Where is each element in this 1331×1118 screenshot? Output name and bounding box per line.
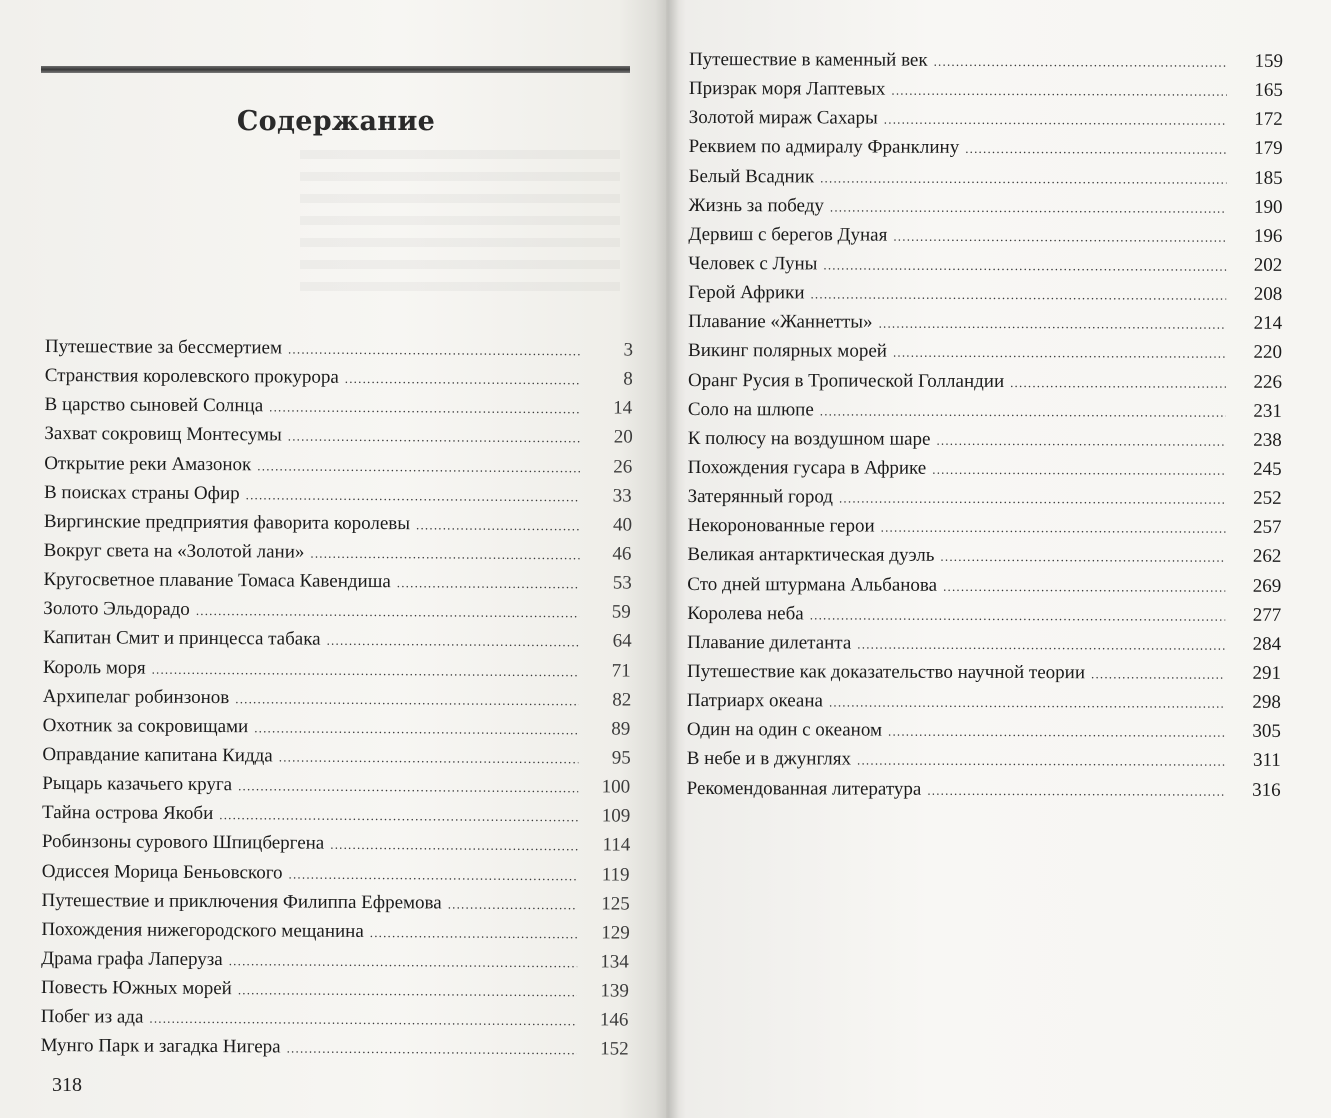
toc-entry-title: Сто дней штурмана Альбанова bbox=[687, 573, 938, 596]
toc-entry-page: 125 bbox=[601, 893, 630, 915]
toc-entry bbox=[43, 598, 640, 631]
toc-entry-page: 214 bbox=[1253, 313, 1283, 335]
toc-entry bbox=[688, 457, 1282, 488]
toc-entry-title: Вокруг света на «Золотой лани» bbox=[43, 539, 305, 563]
toc-list-right bbox=[687, 49, 1283, 809]
dot-leader bbox=[235, 691, 579, 709]
toc-entry-title: В царство сыновей Солнца bbox=[44, 394, 264, 417]
dot-leader bbox=[287, 1041, 577, 1059]
toc-entry-title: Повесть Южных морей bbox=[40, 977, 232, 1000]
toc-entry-page: 252 bbox=[1253, 487, 1282, 509]
toc-entry-title: Рыцарь казачьего круга bbox=[42, 773, 233, 796]
dot-leader bbox=[327, 633, 580, 651]
page-number: 318 bbox=[52, 1074, 82, 1096]
toc-entry bbox=[689, 136, 1283, 167]
dot-leader bbox=[397, 575, 580, 592]
dot-leader bbox=[820, 403, 1226, 420]
dot-leader bbox=[893, 228, 1226, 245]
toc-entry-title: Патриарх океана bbox=[686, 690, 824, 712]
toc-entry-page: 46 bbox=[612, 543, 632, 565]
toc-entry-page: 245 bbox=[1253, 458, 1282, 480]
toc-entry-title: Призрак моря Лаптевых bbox=[688, 78, 886, 100]
toc-entry-page: 305 bbox=[1252, 721, 1281, 743]
dot-leader bbox=[246, 487, 580, 505]
toc-entry-page: 298 bbox=[1252, 691, 1281, 713]
dot-leader bbox=[219, 807, 578, 825]
toc-entry bbox=[688, 253, 1282, 284]
dot-leader bbox=[839, 491, 1226, 508]
toc-entry-title: Плавание «Жаннетты» bbox=[688, 311, 873, 333]
toc-entry-page: 146 bbox=[599, 1009, 629, 1031]
toc-entry bbox=[688, 340, 1282, 371]
toc-entry-title: Путешествие за бессмертием bbox=[44, 336, 283, 359]
book-gutter bbox=[655, 0, 679, 1118]
toc-entry-page: 152 bbox=[600, 1038, 629, 1060]
toc-entry bbox=[44, 540, 641, 573]
toc-entry bbox=[41, 977, 638, 1010]
toc-entry-page: 82 bbox=[612, 689, 632, 711]
dot-leader bbox=[448, 896, 578, 913]
header-rule bbox=[41, 66, 630, 73]
dot-leader bbox=[879, 316, 1227, 333]
toc-entry bbox=[687, 544, 1281, 575]
dot-leader bbox=[927, 782, 1224, 799]
toc-entry-page: 185 bbox=[1254, 167, 1283, 189]
toc-entry bbox=[688, 486, 1282, 517]
dot-leader bbox=[965, 141, 1227, 158]
toc-entry bbox=[688, 370, 1282, 401]
dot-leader bbox=[254, 720, 578, 738]
toc-entry bbox=[688, 282, 1282, 313]
toc-entry bbox=[688, 224, 1282, 255]
toc-entry bbox=[687, 690, 1281, 721]
toc-entry-title: Соло на шлюпе bbox=[687, 398, 814, 421]
dot-leader bbox=[1091, 666, 1225, 682]
toc-entry-title: Путешествие как доказательство научной теории bbox=[687, 660, 1086, 684]
toc-entry bbox=[44, 394, 641, 427]
toc-entry-page: 262 bbox=[1252, 546, 1282, 568]
toc-entry-title: Путешествие в каменный век bbox=[688, 49, 928, 71]
toc-entry bbox=[42, 802, 639, 835]
toc-entry bbox=[45, 336, 642, 369]
dot-leader bbox=[149, 1011, 576, 1030]
dot-leader bbox=[891, 83, 1227, 100]
dot-leader bbox=[932, 462, 1225, 479]
dot-leader bbox=[810, 607, 1226, 624]
toc-entry-page: 59 bbox=[611, 601, 631, 623]
toc-entry bbox=[687, 515, 1281, 546]
toc-entry bbox=[688, 195, 1282, 226]
toc-entry-title: Викинг полярных морей bbox=[688, 340, 887, 363]
toc-entry-title: Тайна острова Якоби bbox=[42, 802, 214, 825]
toc-entry-page: 8 bbox=[623, 368, 633, 390]
dot-leader bbox=[257, 458, 580, 476]
toc-entry bbox=[41, 1035, 638, 1068]
toc-entry-page: 114 bbox=[602, 834, 631, 856]
toc-entry-page: 220 bbox=[1253, 342, 1283, 364]
toc-entry-page: 71 bbox=[611, 660, 631, 682]
toc-entry bbox=[43, 627, 640, 660]
toc-entry-title: Одиссея Морица Беньовского bbox=[41, 860, 283, 883]
toc-entry-title: Реквием по адмиралу Франклину bbox=[688, 136, 960, 159]
toc-entry-title: Дервиш с берегов Дуная bbox=[688, 223, 888, 246]
toc-entry-page: 226 bbox=[1253, 371, 1282, 393]
toc-entry-title: Золото Эльдорадо bbox=[43, 598, 190, 621]
toc-entry-title: Открытие реки Амазонок bbox=[44, 452, 252, 475]
toc-entry bbox=[688, 311, 1282, 342]
dot-leader bbox=[884, 112, 1227, 129]
toc-entry-page: 64 bbox=[612, 630, 632, 652]
toc-entry bbox=[687, 603, 1281, 634]
toc-entry bbox=[44, 511, 641, 544]
dot-leader bbox=[152, 661, 579, 680]
dot-leader bbox=[857, 636, 1225, 653]
dot-leader bbox=[288, 866, 577, 884]
toc-entry-title: Капитан Смит и принцесса табака bbox=[43, 627, 321, 651]
toc-entry-page: 109 bbox=[601, 805, 631, 827]
toc-entry-title: Оправдание капитана Кидда bbox=[42, 743, 273, 767]
toc-entry bbox=[687, 748, 1281, 779]
dot-leader bbox=[936, 433, 1225, 450]
toc-entry bbox=[44, 453, 641, 486]
toc-entry bbox=[687, 574, 1281, 605]
toc-entry bbox=[45, 365, 642, 398]
toc-entry-page: 316 bbox=[1252, 779, 1281, 801]
toc-entry-page: 238 bbox=[1253, 429, 1282, 451]
toc-entry-page: 20 bbox=[613, 426, 633, 449]
right-page bbox=[666, 0, 1331, 1118]
toc-entry bbox=[44, 482, 641, 515]
toc-entry-title: Один на один с океаном bbox=[686, 719, 883, 741]
toc-entry-page: 196 bbox=[1253, 225, 1283, 247]
toc-entry-page: 129 bbox=[601, 922, 630, 944]
toc-entry bbox=[44, 423, 641, 456]
toc-entry-title: К полюсу на воздушном шаре bbox=[687, 427, 931, 450]
toc-entry-page: 159 bbox=[1254, 50, 1283, 72]
toc-entry bbox=[687, 719, 1281, 750]
dot-leader bbox=[229, 953, 577, 971]
toc-entry bbox=[43, 715, 640, 748]
toc-entry-title: Некоронованные герои bbox=[687, 515, 875, 537]
toc-entry-page: 26 bbox=[613, 456, 633, 478]
toc-entry-page: 284 bbox=[1252, 633, 1282, 655]
toc-entry-title: Оранг Русия в Тропической Голландии bbox=[687, 369, 1005, 392]
toc-entry-title: Затерянный город bbox=[687, 486, 834, 508]
toc-entry-page: 89 bbox=[611, 718, 631, 740]
toc-entry-page: 190 bbox=[1253, 196, 1283, 218]
toc-entry bbox=[42, 773, 639, 806]
dot-leader bbox=[269, 400, 580, 418]
dot-leader bbox=[940, 549, 1225, 566]
toc-entry-page: 100 bbox=[601, 776, 631, 798]
dot-leader bbox=[934, 54, 1227, 71]
dot-leader bbox=[1010, 375, 1226, 392]
toc-entry-title: Побег из ада bbox=[40, 1006, 144, 1028]
toc-entry-title: Золотой мираж Сахары bbox=[688, 107, 878, 129]
toc-entry-title: В небе и в джунглях bbox=[686, 748, 852, 770]
dot-leader bbox=[893, 345, 1226, 362]
toc-entry-title: Король моря bbox=[42, 656, 146, 679]
toc-entry-page: 291 bbox=[1252, 662, 1282, 684]
dot-leader bbox=[943, 578, 1225, 595]
toc-entry-page: 172 bbox=[1254, 109, 1283, 131]
toc-entry-title: Человек с Луны bbox=[688, 252, 818, 275]
toc-entry bbox=[41, 919, 638, 952]
toc-entry-page: 208 bbox=[1253, 283, 1283, 305]
dot-leader bbox=[881, 520, 1226, 537]
toc-entry bbox=[689, 49, 1283, 80]
toc-entry-page: 119 bbox=[601, 863, 630, 886]
toc-entry-title: Королева неба bbox=[687, 602, 804, 625]
toc-entry bbox=[688, 399, 1282, 430]
toc-entry-page: 257 bbox=[1252, 517, 1282, 539]
toc-entry-title: Драма графа Лаперуза bbox=[41, 947, 223, 971]
toc-entry-title: Герой Африки bbox=[688, 282, 805, 304]
toc-entry bbox=[43, 657, 640, 690]
dot-leader bbox=[829, 695, 1225, 712]
dot-leader bbox=[330, 837, 578, 855]
dot-leader bbox=[288, 341, 581, 359]
toc-entry-title: В поисках страны Офир bbox=[43, 481, 240, 504]
toc-entry bbox=[42, 861, 639, 894]
show-through-text bbox=[300, 150, 620, 300]
toc-entry-title: Робинзоны сурового Шпицбергена bbox=[41, 831, 325, 855]
toc-entry-page: 33 bbox=[612, 485, 632, 507]
toc-entry-page: 231 bbox=[1253, 400, 1282, 422]
dot-leader bbox=[279, 749, 579, 767]
toc-entry-page: 139 bbox=[600, 980, 629, 1002]
dot-leader bbox=[810, 287, 1226, 304]
toc-entry bbox=[41, 948, 638, 981]
toc-entry-title: Странствия королевского прокурора bbox=[44, 365, 339, 388]
toc-entry-title: Плавание дилетанта bbox=[687, 631, 852, 654]
toc-entry-title: Охотник за сокровищами bbox=[42, 714, 249, 738]
toc-entry-page: 165 bbox=[1254, 79, 1283, 102]
toc-entry bbox=[687, 778, 1281, 809]
dot-leader bbox=[857, 753, 1225, 770]
toc-entry-title: Архипелаг робинзонов bbox=[42, 685, 230, 708]
toc-entry-title: Мунго Парк и загадка Нигера bbox=[40, 1035, 281, 1058]
toc-entry bbox=[42, 831, 639, 864]
toc-entry-page: 95 bbox=[611, 747, 631, 769]
toc-entry-title: Захват сокровищ Монтесумы bbox=[44, 423, 282, 446]
toc-entry-title: Кругосветное плавание Томаса Кавендиша bbox=[43, 569, 391, 593]
toc-entry-page: 134 bbox=[600, 951, 629, 973]
toc-entry bbox=[689, 107, 1283, 138]
toc-entry bbox=[43, 569, 640, 602]
dot-leader bbox=[820, 170, 1227, 187]
toc-entry-title: Виргинские предприятия фаворита королевы bbox=[43, 510, 411, 535]
toc-entry-page: 3 bbox=[623, 339, 634, 361]
toc-entry-title: Белый Всадник bbox=[688, 165, 815, 187]
toc-entry bbox=[43, 686, 640, 719]
toc-entry-page: 40 bbox=[612, 514, 633, 536]
toc-entry-title: Жизнь за победу bbox=[688, 194, 824, 217]
toc-entry-page: 269 bbox=[1252, 575, 1282, 597]
toc-entry bbox=[689, 78, 1283, 109]
toc-list-left bbox=[41, 336, 642, 1068]
toc-entry-title: Путешествие и приключения Филиппа Ефремова bbox=[41, 889, 442, 914]
toc-entry-title: Великая антарктическая дуэль bbox=[687, 544, 935, 567]
page-title: Содержание bbox=[236, 106, 436, 137]
dot-leader bbox=[830, 199, 1227, 216]
dot-leader bbox=[196, 603, 579, 621]
dot-leader bbox=[888, 724, 1225, 741]
dot-leader bbox=[416, 517, 580, 534]
toc-entry bbox=[42, 744, 639, 777]
toc-entry-page: 311 bbox=[1252, 750, 1281, 772]
toc-entry bbox=[687, 632, 1281, 663]
dot-leader bbox=[238, 778, 578, 796]
toc-entry bbox=[41, 1006, 638, 1039]
toc-entry-title: Похождения нижегородского мещанина bbox=[41, 918, 364, 942]
dot-leader bbox=[370, 925, 578, 942]
dot-leader bbox=[288, 429, 581, 447]
toc-entry-page: 53 bbox=[612, 572, 632, 594]
toc-entry-page: 277 bbox=[1252, 604, 1282, 626]
toc-entry bbox=[687, 661, 1281, 692]
toc-entry bbox=[689, 166, 1283, 197]
toc-entry-title: Рекомендованная литература bbox=[686, 777, 922, 800]
dot-leader bbox=[310, 546, 579, 564]
toc-entry bbox=[41, 890, 638, 923]
toc-entry-page: 179 bbox=[1254, 138, 1283, 160]
toc-entry-title: Похождения гусара в Африке bbox=[687, 456, 927, 479]
dot-leader bbox=[345, 371, 581, 388]
dot-leader bbox=[238, 982, 577, 1000]
toc-entry-page: 14 bbox=[613, 397, 633, 419]
toc-entry-page: 202 bbox=[1253, 254, 1283, 276]
dot-leader bbox=[823, 257, 1226, 274]
toc-entry bbox=[688, 428, 1282, 459]
